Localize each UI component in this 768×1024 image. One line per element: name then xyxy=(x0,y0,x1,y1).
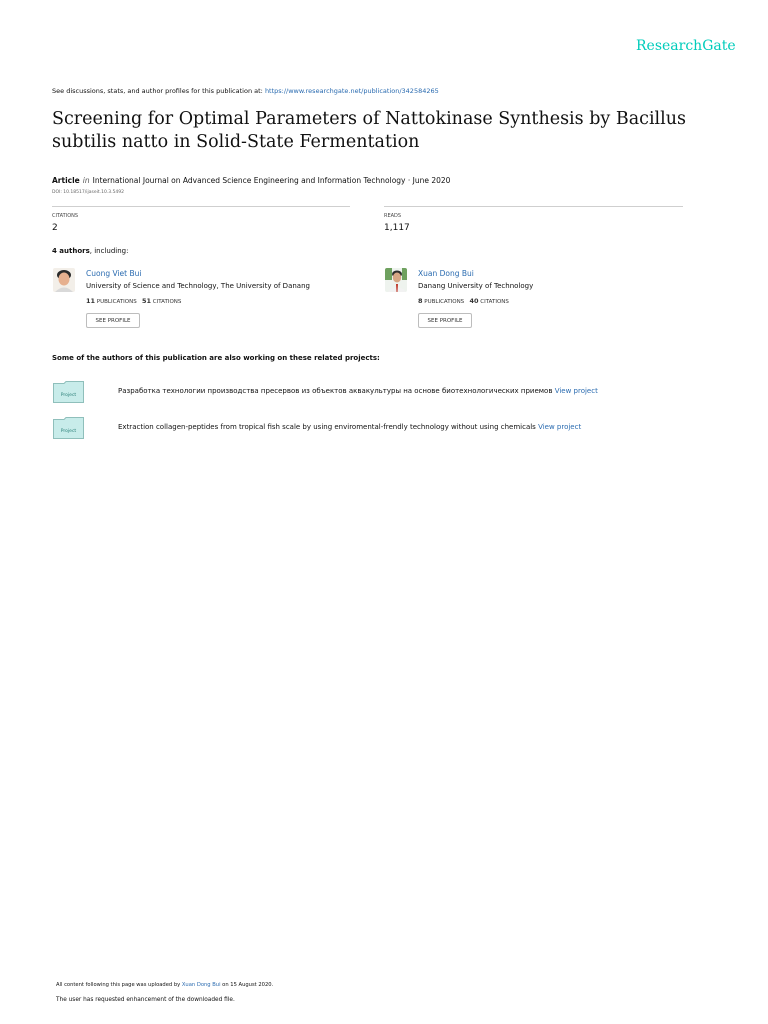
author-citations-count: 51 xyxy=(141,297,151,305)
view-project-link[interactable]: View project xyxy=(554,387,598,395)
author-photo-icon xyxy=(385,268,407,292)
avatar[interactable] xyxy=(53,268,75,292)
publications-count: 11 xyxy=(86,297,96,305)
view-project-link[interactable]: View project xyxy=(538,423,582,431)
in-word: in xyxy=(82,176,90,185)
doi: DOI: 10.18517/ijaseit.10.3.5492 xyxy=(52,190,124,195)
see-profile-button[interactable]: SEE PROFILE xyxy=(418,313,472,328)
author-institution: University of Science and Technology, The University of Danang xyxy=(86,282,310,290)
reads-value: 1,117 xyxy=(384,223,410,233)
journal-date: International Journal on Advanced Science Engineering and Information Technology · June 2020 xyxy=(92,176,451,185)
project-icon-label: Project xyxy=(60,429,77,434)
project-item xyxy=(118,423,581,431)
citations-divider xyxy=(52,206,350,207)
project-title: Extraction collagen-peptides from tropical fish scale by using enviromental-frendly technology without using chemicals xyxy=(118,423,536,431)
related-projects-heading: Some of the authors of this publication are also working on these related projects: xyxy=(52,354,380,362)
researchgate-logo[interactable]: ResearchGate xyxy=(636,38,736,54)
project-item xyxy=(118,387,598,395)
see-profile-button[interactable]: SEE PROFILE xyxy=(86,313,140,328)
project-folder-icon[interactable] xyxy=(53,381,84,403)
citations-label: CITATIONS xyxy=(52,213,79,219)
publications-label: PUBLICATIONS xyxy=(424,299,465,305)
enhancement-note: The user has requested enhancement of the downloaded file. xyxy=(56,997,235,1003)
uploader-link[interactable]: Xuan Dong Bui xyxy=(181,982,221,988)
publication-title: Screening for Optimal Parameters of Nattokinase Synthesis by Bacillus subtilis natto in Solid-State Fermentation xyxy=(52,109,686,152)
author-citations-label: CITATIONS xyxy=(152,299,182,305)
author-stats xyxy=(418,297,509,305)
project-icon-label: Project xyxy=(60,393,77,398)
upload-suffix: on 15 August 2020. xyxy=(220,982,274,988)
author-name-link[interactable]: Cuong Viet Bui xyxy=(86,269,142,278)
author-citations-label: CITATIONS xyxy=(480,299,509,305)
upload-prefix: All content following this page was uploaded by xyxy=(56,982,182,988)
project-folder-icon[interactable] xyxy=(53,417,84,439)
project-title: Разработка технологии производства пресервов из объектов аквакультуры на основе биотехнологических приемов xyxy=(118,387,553,395)
publication-type: Article xyxy=(52,176,80,185)
upload-note xyxy=(56,982,273,988)
author-stats xyxy=(86,297,181,305)
author-institution: Danang University of Technology xyxy=(418,282,534,290)
author-citations-count: 40 xyxy=(469,297,479,305)
authors-suffix: , including: xyxy=(89,247,129,255)
author-photo-icon xyxy=(53,268,75,292)
publication-meta xyxy=(52,176,450,185)
discussion-text: See discussions, stats, and author profiles for this publication at: xyxy=(52,87,265,95)
authors-header xyxy=(52,247,128,255)
reads-divider xyxy=(384,206,683,207)
avatar[interactable] xyxy=(385,268,407,292)
discussion-line xyxy=(52,87,439,95)
publication-url-link[interactable]: https://www.researchgate.net/publication/342584265 xyxy=(264,87,439,95)
citations-value: 2 xyxy=(52,223,58,233)
publications-count: 8 xyxy=(418,297,423,305)
authors-count: 4 authors xyxy=(52,247,90,255)
author-name-link[interactable]: Xuan Dong Bui xyxy=(418,269,474,278)
reads-label: READS xyxy=(384,213,402,219)
publications-label: PUBLICATIONS xyxy=(96,299,137,305)
